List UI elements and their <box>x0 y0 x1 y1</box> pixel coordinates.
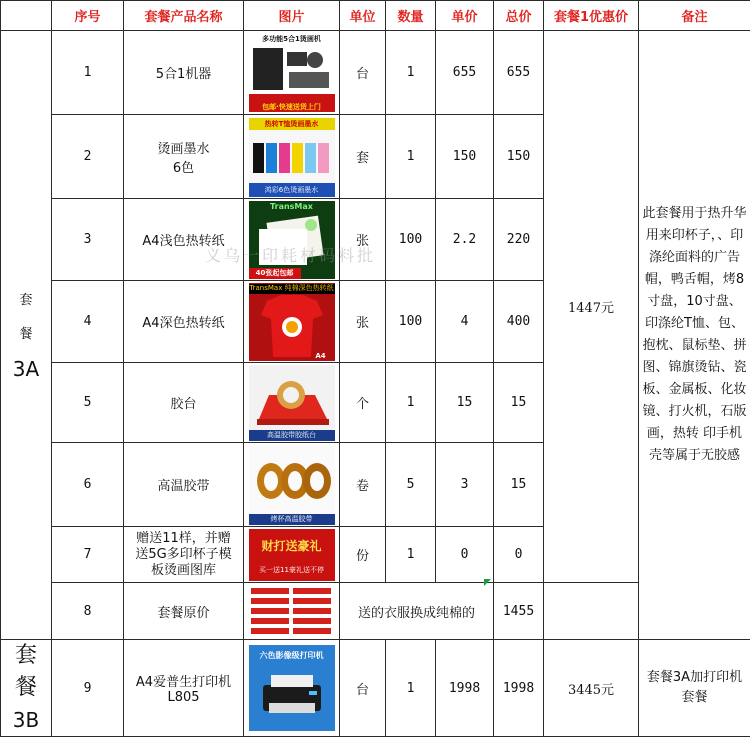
header-total: 总价 <box>494 1 544 31</box>
row-name: 套餐原价 <box>124 583 244 640</box>
row-name: 高温胶带 <box>124 443 244 527</box>
ink-bottles-photo <box>249 117 335 197</box>
row-qty: 5 <box>386 443 436 527</box>
row-seq: 3 <box>52 199 124 281</box>
header-remark: 备注 <box>639 1 750 31</box>
row-image <box>244 281 340 363</box>
red-tshirt-icon <box>249 283 335 361</box>
image-caption: 六色影像级打印机 <box>249 651 335 660</box>
package-3a-label <box>1 31 52 640</box>
row-name: 胶台 <box>124 363 244 443</box>
row-unit: 个 <box>340 363 386 443</box>
row-image <box>244 199 340 281</box>
header-deal: 套餐1优惠价 <box>544 1 639 31</box>
heat-tape-rolls-photo <box>249 445 335 525</box>
row-seq: 7 <box>52 527 124 583</box>
header-name: 套餐产品名称 <box>124 1 244 31</box>
row-seq: 5 <box>52 363 124 443</box>
row-unit: 台 <box>340 31 386 115</box>
package-3b-label-line: 餐 <box>3 672 49 704</box>
row-total: 15 <box>494 443 544 527</box>
row-price: 0 <box>436 527 494 583</box>
row-image <box>244 527 340 583</box>
image-caption: 鸿彩6色烫画墨水 <box>249 184 335 197</box>
row-name-line: A4爱普生打印机 <box>126 671 241 690</box>
image-caption: TransMax <box>249 202 335 211</box>
row-seq: 9 <box>52 640 124 737</box>
row-unit: 张 <box>340 199 386 281</box>
row-qty: 1 <box>386 527 436 583</box>
row-price: 3 <box>436 443 494 527</box>
image-caption: 包邮·快速送货上门 <box>249 103 335 112</box>
header-blank <box>1 1 52 31</box>
row-price: 4 <box>436 281 494 363</box>
image-caption: 40张起包邮 <box>249 268 301 279</box>
image-caption: A4 <box>309 352 333 361</box>
row-unit: 套 <box>340 115 386 199</box>
row-price: 15 <box>436 363 494 443</box>
row-total: 655 <box>494 31 544 115</box>
epson-printer-photo <box>249 645 335 731</box>
row-qty: 1 <box>386 31 436 115</box>
header-pic: 图片 <box>244 1 340 31</box>
row-unit: 台 <box>340 640 386 737</box>
row-total: 15 <box>494 363 544 443</box>
image-caption: 买一送11豪礼送不停 <box>249 566 335 575</box>
row-total: 0 <box>494 527 544 583</box>
table-row <box>1 583 750 640</box>
package-3a-deal-price: 1447元 <box>544 31 639 583</box>
row-seq: 8 <box>52 583 124 640</box>
header-seq: 序号 <box>52 1 124 31</box>
row-name-line: L805 <box>126 690 241 705</box>
row-price: 2.2 <box>436 199 494 281</box>
row-qty: 1 <box>386 115 436 199</box>
row-note: 送的衣服换成纯棉的 <box>340 583 494 640</box>
image-caption: 热转T恤烫画墨水 <box>249 118 335 130</box>
package-3b-label-line: 套 <box>3 640 49 672</box>
row-name <box>124 115 244 199</box>
dark-transfer-paper-photo <box>249 283 335 361</box>
row-image <box>244 640 340 737</box>
row-name: 5合1机器 <box>124 31 244 115</box>
row-name-line: 板烫画图库 <box>126 563 241 579</box>
row-image <box>244 115 340 199</box>
gift-list-icon <box>249 585 335 638</box>
row-seq: 4 <box>52 281 124 363</box>
heat-press-machine-photo <box>249 34 335 112</box>
row-qty: 1 <box>386 640 436 737</box>
row-name-line: 烫画墨水 <box>126 138 241 157</box>
image-caption: 多功能5合1烫画机 <box>249 35 335 44</box>
row-qty: 1 <box>386 363 436 443</box>
package-3b-remark: 套餐3A加打印机套餐 <box>639 640 750 737</box>
package-3a-label-line: 套 <box>3 284 49 318</box>
row-unit: 份 <box>340 527 386 583</box>
header-price: 单价 <box>436 1 494 31</box>
row-name <box>124 640 244 737</box>
row-name: A4浅色热转纸 <box>124 199 244 281</box>
heat-press-machine-icon <box>249 34 335 112</box>
row-unit: 张 <box>340 281 386 363</box>
row-total: 220 <box>494 199 544 281</box>
row-qty: 100 <box>386 199 436 281</box>
package-3b-deal-price: 3445元 <box>544 640 639 737</box>
package-3a-remark: 此套餐用于热升华用来印杯子，、印涤纶面料的广告帽，鸭舌帽，烤8寸盘，10寸盘、印涤纶T恤、包、抱枕、鼠标垫、拼图、锦旗烫钻、瓷板、金属板、化妆镜、打火机，石版画，热转 印手机壳等属于无胶感 <box>639 31 750 640</box>
cell-comment-marker-icon <box>484 579 491 586</box>
row-name: A4深色热转纸 <box>124 281 244 363</box>
row-qty: 100 <box>386 281 436 363</box>
image-caption: 烤杯高温胶带 <box>249 514 335 525</box>
row-price: 150 <box>436 115 494 199</box>
gift-banner-photo <box>249 529 335 581</box>
row-name-line: 赠送11样，并赠 <box>126 531 241 547</box>
table-row <box>1 640 750 737</box>
table-row <box>1 31 750 115</box>
image-caption: 财打送豪礼 <box>249 539 335 553</box>
watermark-text: 义乌一印耗材码料批 <box>205 243 376 266</box>
tape-dispenser-photo <box>249 365 335 441</box>
row-total: 1455 <box>494 583 544 640</box>
row-price: 1998 <box>436 640 494 737</box>
package-3a-label-line: 餐 <box>3 318 49 352</box>
header-row <box>1 1 750 31</box>
package-3a-label-line: 3A <box>3 352 49 386</box>
row-image <box>244 443 340 527</box>
tape-rolls-icon <box>249 445 335 525</box>
image-caption: TransMax 纯棉深色热转纸 <box>249 284 335 294</box>
package-3b-label <box>1 640 52 737</box>
row-total: 1998 <box>494 640 544 737</box>
header-unit: 单位 <box>340 1 386 31</box>
row-seq: 2 <box>52 115 124 199</box>
gift-list-photo <box>249 585 335 638</box>
row-deal-blank <box>544 583 639 640</box>
row-image <box>244 31 340 115</box>
row-price: 655 <box>436 31 494 115</box>
row-name <box>124 527 244 583</box>
image-caption: 高温胶带胶纸台 <box>249 430 335 441</box>
row-name-line: 6色 <box>126 157 241 176</box>
row-seq: 6 <box>52 443 124 527</box>
row-image <box>244 583 340 640</box>
row-seq: 1 <box>52 31 124 115</box>
row-total: 400 <box>494 281 544 363</box>
row-unit: 卷 <box>340 443 386 527</box>
row-total: 150 <box>494 115 544 199</box>
light-transfer-paper-photo <box>249 201 335 279</box>
row-image <box>244 363 340 443</box>
package-3b-label-line: 3B <box>3 704 49 736</box>
row-name-line: 送5G多印杯子模 <box>126 547 241 563</box>
header-qty: 数量 <box>386 1 436 31</box>
